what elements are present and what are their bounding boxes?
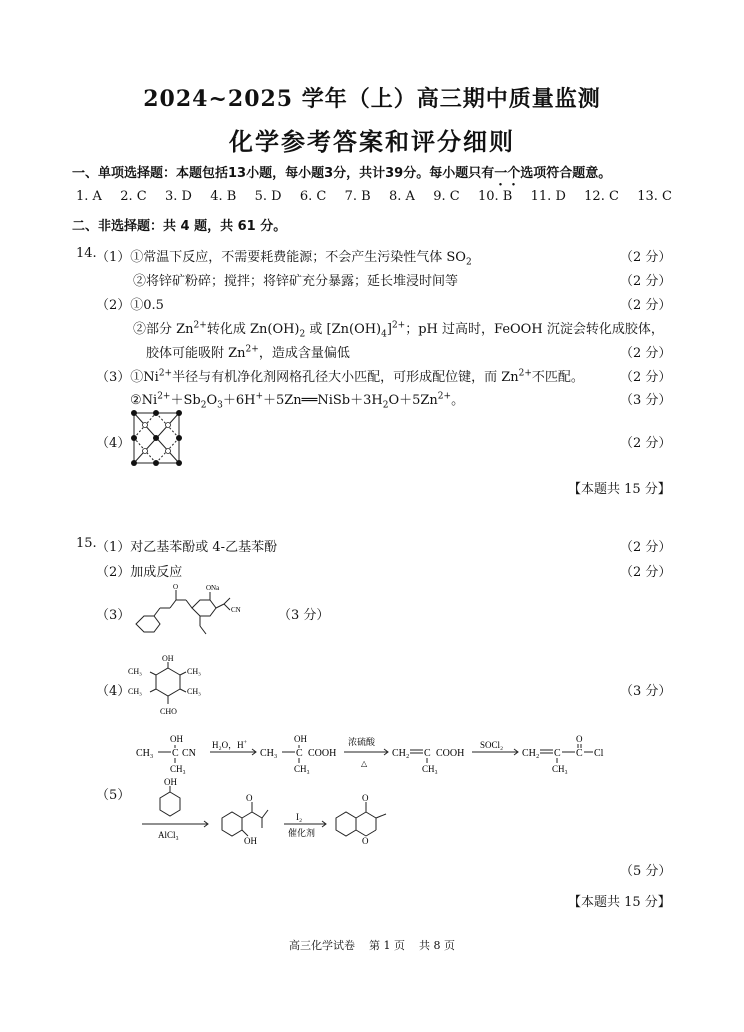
answer-12: 12. C	[584, 189, 619, 204]
label-cn: CN	[231, 606, 241, 614]
q15-part3: （3）	[96, 608, 131, 623]
page-subtitle: 化学参考答案和评分细则	[229, 127, 515, 156]
section2-heading: 二、非选择题：共 4 题，共 61 分。	[72, 219, 287, 234]
r4-c1: C	[554, 748, 561, 759]
label-oh: OH	[162, 654, 174, 663]
q15-part1-points: （2 分）	[620, 540, 672, 555]
q15-part3-structure	[126, 580, 251, 642]
choice-answers	[76, 189, 672, 204]
q14-part1b-points: （2 分）	[620, 274, 672, 289]
q14-part3a-points: （2 分）	[620, 370, 672, 385]
q15-part4: （4）	[96, 684, 131, 699]
r2-delta: △	[361, 759, 368, 768]
answer-9: 9. C	[433, 189, 460, 204]
page-footer: 高三化学试卷 第 1 页 共 8 页	[289, 939, 455, 952]
q15-part4-points: （3 分）	[620, 684, 672, 699]
r1-c: C	[172, 748, 179, 759]
label-ch3-d: CH₃	[187, 687, 201, 696]
r2-ch3: CH₃	[260, 748, 278, 759]
r5-o3: O	[362, 836, 369, 846]
answer-6: 6. C	[299, 189, 327, 204]
q15-part1: （1）对乙基苯酚或 4-乙基苯酚	[96, 540, 278, 555]
q15-part5-points: （5 分）	[620, 864, 672, 879]
label-o: O	[173, 583, 179, 591]
label-ona: ONa	[206, 584, 220, 592]
q15-part5-route1	[136, 732, 656, 782]
q14-part4-points: （2 分）	[620, 436, 672, 451]
label-ch3-c: CH₃	[187, 667, 201, 676]
r4-c2: C	[576, 748, 583, 759]
q14-part3b: $②Ni^{2+}+Sb_2O_3+6H^++5Zn══NiSb+3H_2O+5Zn^{2+}$。	[130, 391, 465, 411]
r5-i2: I₂	[296, 812, 303, 822]
answer-11: 11. D	[530, 189, 566, 204]
q14-part2b: ②部分 $Zn^{2+}$转化成 $Zn(OH)_2$ 或 $[Zn(OH)_4]^{2+}$；pH 过高时，FeOOH 沉淀会转化成胶体，	[133, 320, 664, 340]
r5-cat: 催化剂	[288, 828, 316, 838]
answer-4: 4. B	[210, 189, 237, 204]
r4-ch3: CH₃	[552, 764, 568, 774]
q14-part3b-points: （3 分）	[620, 393, 672, 408]
answer-7: 7. B	[344, 189, 371, 204]
q15-part2: （2）加成反应	[96, 565, 183, 580]
r3-socl2: SOCl₂	[480, 740, 504, 750]
answer-13: 13. C	[637, 189, 672, 204]
q14-part1a-points: （2 分）	[620, 250, 672, 265]
r4-o: O	[576, 734, 583, 744]
q14-part2c: 胶体可能吸附 $Zn^{2+}$，造成含量偏低	[146, 344, 350, 361]
crystal-cell-diagram	[124, 408, 190, 470]
r5-o1: O	[246, 793, 253, 803]
label-cho: CHO	[160, 707, 177, 716]
answer-1: 1. A	[76, 189, 102, 204]
r1-h2o: H₂O，H+	[212, 740, 248, 750]
answer-3: 3. D	[164, 189, 192, 204]
q14-part2a-points: （2 分）	[620, 298, 672, 313]
answer-2: 2. C	[120, 189, 147, 204]
r5-oh: OH	[164, 777, 177, 787]
r1-cn: CN	[182, 748, 196, 759]
q15-part5: （5）	[96, 788, 131, 803]
q14-total: 【本题共 15 分】	[568, 482, 671, 497]
answer-5: 5. D	[254, 189, 282, 204]
q15-part4-structure	[126, 652, 216, 722]
q15-total: 【本题共 15 分】	[568, 895, 671, 910]
r3-c: C	[424, 748, 431, 759]
answer-8: 8. A	[389, 189, 415, 204]
q14-number: 14.	[76, 246, 97, 261]
q15-part3-points: （3 分）	[278, 608, 330, 623]
page-title: 2024~2025 学年（上）高三期中质量监测	[143, 86, 601, 112]
q14-part2c-points: （2 分）	[620, 346, 672, 361]
r5-oh2: OH	[244, 836, 257, 846]
r3-cooh: COOH	[436, 748, 465, 759]
r1-ch3-b: CH₃	[170, 764, 186, 774]
answer-10: 10. B	[477, 189, 513, 204]
r1-oh: OH	[170, 734, 183, 744]
r4-cl: Cl	[594, 748, 604, 759]
q15-number: 15.	[76, 536, 97, 551]
q14-part2a: （2）①0.5	[96, 298, 164, 313]
r2-conc: 浓硫酸	[348, 737, 376, 747]
r5-alcl3: AlCl₃	[158, 830, 179, 840]
r5-o2: O	[362, 793, 369, 803]
q14-part4: （4）	[96, 436, 131, 451]
q14-part3a: $(3)①Ni^{2+}$半径与有机净化剂网格孔径大小匹配，可形成配位键，而 $Zn^{2+}$不匹配。	[96, 368, 584, 385]
q14-part1a: （1）①常温下反应，不需要耗费能源；不会产生污染性气体 $SO_2$	[96, 250, 472, 268]
r2-oh: OH	[294, 734, 307, 744]
r4-ch2: CH₂	[522, 748, 540, 759]
r2-cooh: COOH	[308, 748, 337, 759]
r3-ch3: CH₃	[422, 764, 438, 774]
q15-part5-route2	[136, 776, 436, 848]
q15-part2-points: （2 分）	[620, 565, 672, 580]
r1-ch3: CH₃	[136, 748, 154, 759]
r2-ch3-b: CH₃	[294, 764, 310, 774]
label-ch3-a: CH₃	[128, 667, 142, 676]
r2-c: C	[296, 748, 303, 759]
section1-heading: 一、单项选择题：本题包括13小题，每小题3分，共计39分。每小题只有一个选项符合题意。	[72, 166, 612, 181]
r3-ch2: CH₂	[392, 748, 410, 759]
q14-part1b: ②将锌矿粉碎；搅拌；将锌矿充分暴露；延长堆浸时间等	[133, 274, 459, 289]
label-ch3-b: CH₃	[128, 687, 142, 696]
